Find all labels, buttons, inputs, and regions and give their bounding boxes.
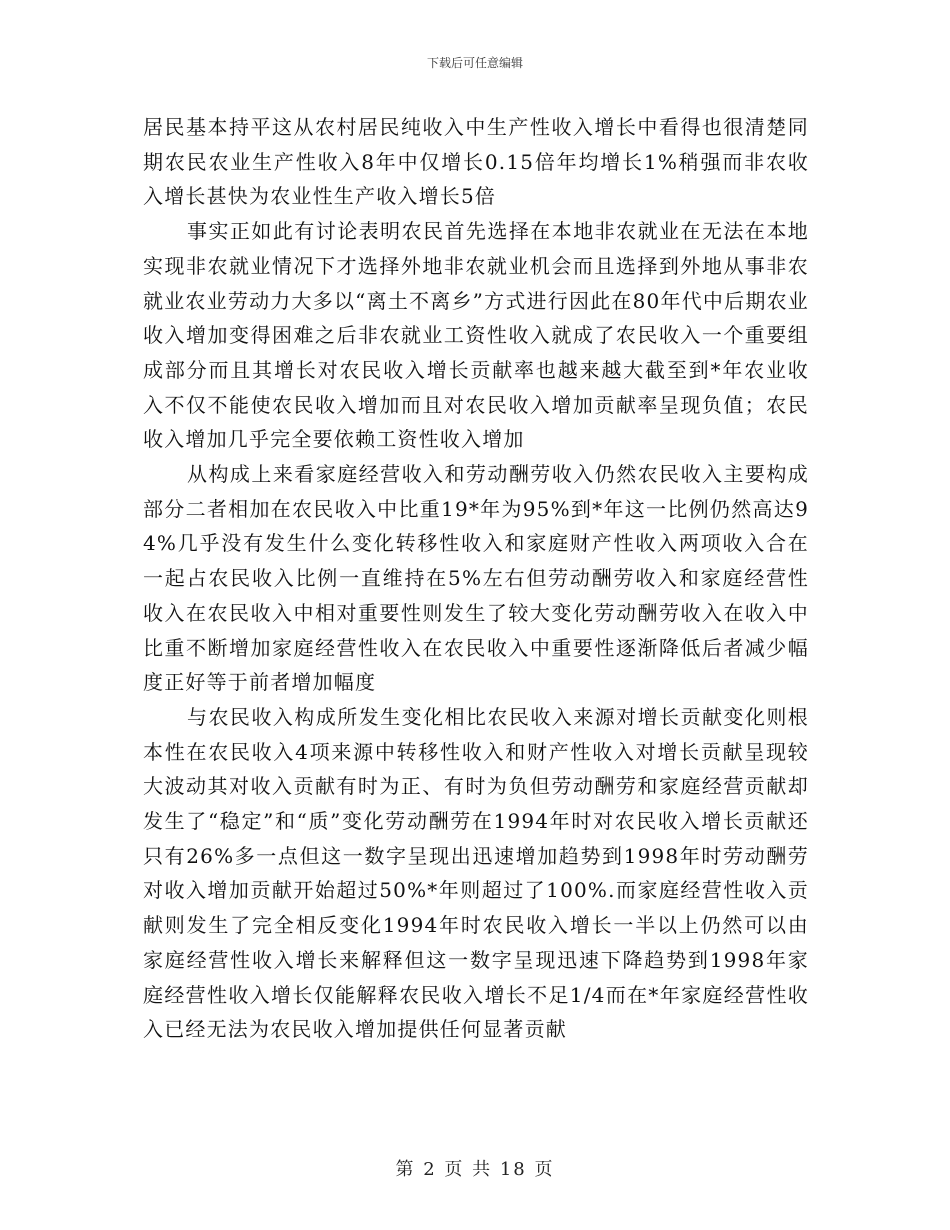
- paragraph-income-contribution: 与农民收入构成所发生变化相比农民收入来源对增长贡献变化则根本性在农民收入4项来源中转移性收入和财产性收入对增长贡献呈现较大波动其对收入贡献有时为正、有时为负但劳动酬劳和家庭经营贡献却发生了“稳定”和“质”变化劳动酬劳在1994年时对农民收入增长贡献还只有26%多一点但这一数字呈现出迅速增加趋势到1998年时劳动酬劳对收入增加贡献开始超过50%*年则超过了100%.而家庭经营性收入贡献则发生了完全相反变化1994年时农民收入增长一半以上仍然可以由家庭经营性收入增长来解释但这一数字呈现迅速下降趋势到1998年家庭经营性收入增长仅能解释农民收入增长不足1/4而在*年家庭经营性收入已经无法为农民收入增加提供任何显著贡献: [143, 704, 809, 1042]
- paragraph-continuation: 居民基本持平这从农村居民纯收入中生产性收入增长中看得也很清楚同期农民农业生产性收入8年中仅增长0.15倍年均增长1%稍强而非农收入增长甚快为农业性生产收入增长5倍: [143, 115, 809, 209]
- body-text: [143, 110, 809, 1047]
- paragraph-nonfarm-employment: 事实正如此有讨论表明农民首先选择在本地非农就业在无法在本地实现非农就业情况下才选择外地非农就业机会而且选择到外地从事非农就业农业劳动力大多以“离土不离乡”方式进行因此在80年代中后期农业收入增加变得困难之后非农就业工资性收入就成了农民收入一个重要组成部分而且其增长对农民收入增长贡献率也越来越大截至到*年农业收入不仅不能使农民收入增加而且对农民收入增加贡献率呈现负值；农民收入增加几乎完全要依赖工资性收入增加: [143, 219, 809, 452]
- page-number-footer: 第 2 页 共 18 页: [395, 1159, 555, 1180]
- paragraph-income-composition: 从构成上来看家庭经营收入和劳动酬劳收入仍然农民收入主要构成部分二者相加在农民收入中比重19*年为95%到*年这一比例仍然高达94%几乎没有发生什么变化转移性收入和家庭财产性收入两项收入合在一起占农民收入比例一直维持在5%左右但劳动酬劳收入和家庭经营性收入在农民收入中相对重要性则发生了较大变化劳动酬劳收入在收入中比重不断增加家庭经营性收入在农民收入中重要性逐渐降低后者减少幅度正好等于前者增加幅度: [143, 462, 809, 695]
- page-header: 下载后可任意编辑: [426, 56, 523, 70]
